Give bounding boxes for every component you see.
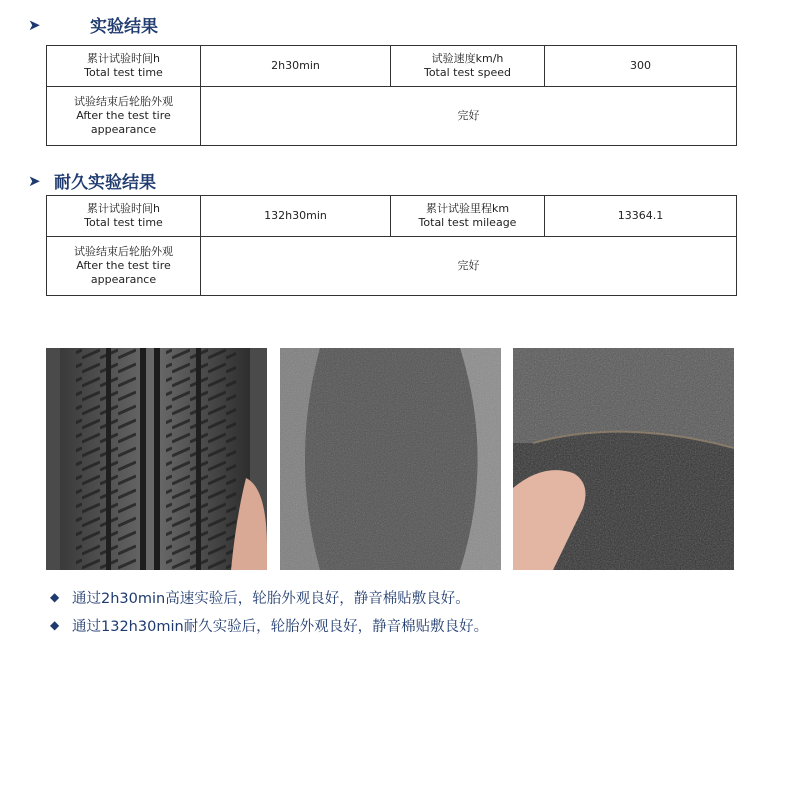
value-cell: 完好	[201, 237, 737, 296]
list-item: ◆ 通过132h30min耐久实验后，轮胎外观良好，静音棉贴敷良好。	[50, 618, 489, 635]
label-cell: 累计试验时间h Total test time	[47, 196, 201, 237]
list-item: ◆ 通过2h30min高速实验后，轮胎外观良好，静音棉贴敷良好。	[50, 590, 470, 607]
arrow-head-icon: ➤	[28, 15, 41, 34]
arrow-head-icon: ➤	[28, 171, 41, 190]
label-cell: 累计试验里程km Total test mileage	[391, 196, 545, 237]
diamond-icon: ◆	[50, 590, 60, 604]
section-2-heading	[28, 168, 156, 193]
value-cell: 13364.1	[545, 196, 737, 237]
table-row	[47, 237, 737, 296]
section-1-table	[46, 45, 737, 146]
section-1-title: 实验结果	[90, 17, 158, 37]
foam-finger-photo	[513, 348, 734, 570]
tire-tread-photo	[46, 348, 267, 570]
label-cell: 试验结束后轮胎外观 After the test tire appearance	[47, 237, 201, 296]
value-cell: 300	[545, 46, 737, 87]
diamond-icon: ◆	[50, 618, 60, 632]
section-2-table	[46, 195, 737, 296]
conclusion-list	[50, 583, 488, 639]
label-cell: 累计试验时间h Total test time	[47, 46, 201, 87]
section-1-heading	[28, 12, 158, 37]
table-row	[47, 196, 737, 237]
value-cell: 2h30min	[201, 46, 391, 87]
label-cell: 试验速度km/h Total test speed	[391, 46, 545, 87]
value-cell: 完好	[201, 87, 737, 146]
section-2-title: 耐久实验结果	[54, 173, 156, 193]
value-cell: 132h30min	[201, 196, 391, 237]
foam-inner-photo	[280, 348, 501, 570]
table-row	[47, 46, 737, 87]
label-cell: 试验结束后轮胎外观 After the test tire appearance	[47, 87, 201, 146]
table-row	[47, 87, 737, 146]
